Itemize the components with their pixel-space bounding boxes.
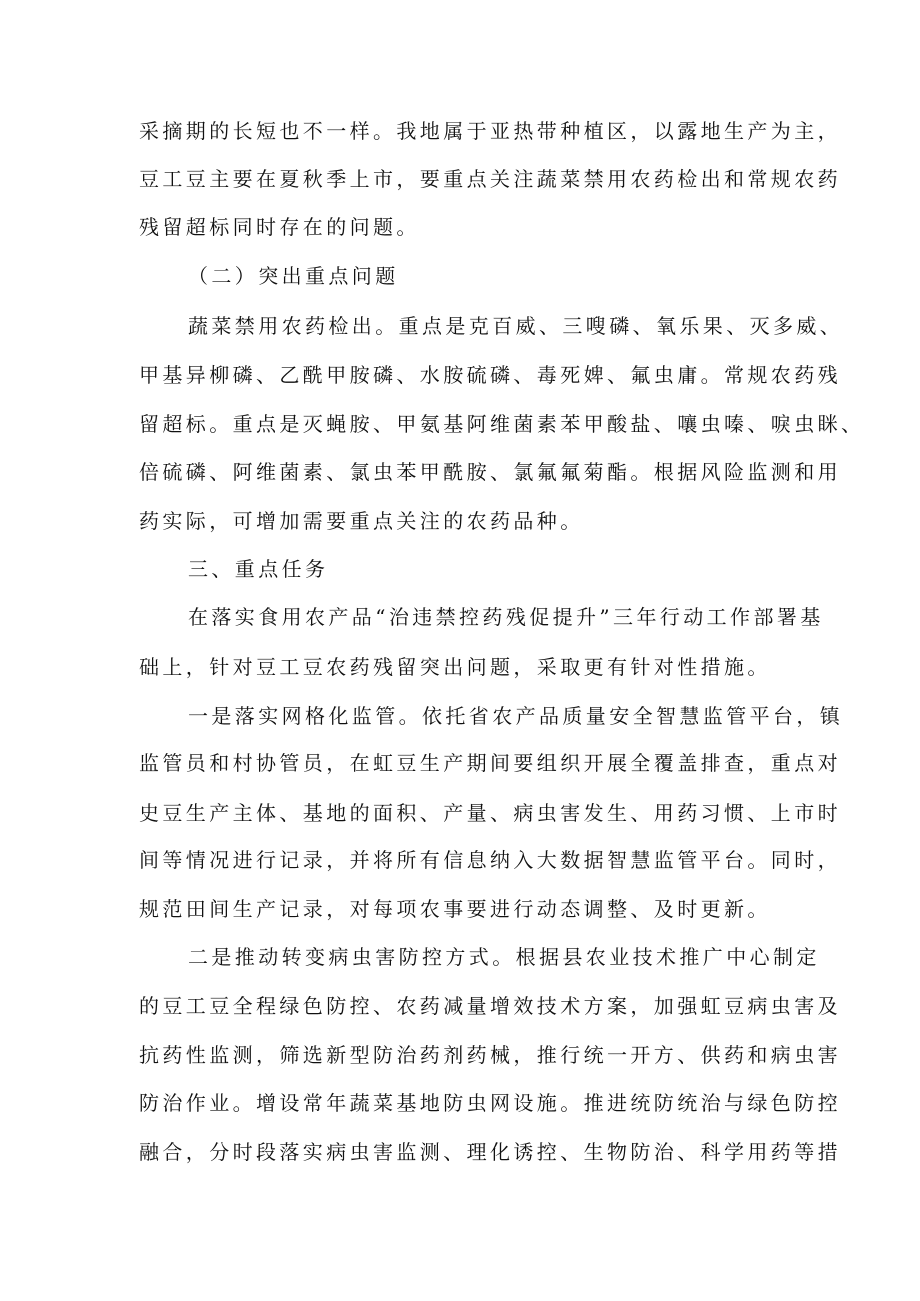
body-text-line: 甲基异柳磷、乙酰甲胺磷、水胺硫磷、毒死婢、氟虫庸。常规农药残 <box>139 363 841 387</box>
body-text-line: 一是落实网格化监管。依托省农产品质量安全智慧监管平台，镇 <box>188 704 844 728</box>
body-text-line: 抗药性监测，筛选新型防治药剂药械，推行统一开方、供药和病虫害 <box>139 1043 841 1067</box>
body-text-line: 残留超标同时存在的问题。 <box>139 215 420 239</box>
body-text-line: 融合，分时段落实病虫害监测、理化诱控、生物防治、科学用药等措 <box>139 1140 841 1164</box>
body-text-line: 监管员和村协管员，在虹豆生产期间要组织开展全覆盖排查，重点对 <box>139 751 841 775</box>
body-text-line: 蔬菜禁用农药检出。重点是克百威、三嗖磷、氧乐果、灭多威、 <box>188 314 844 338</box>
body-text-line: 药实际，可增加需要重点关注的农药品种。 <box>139 509 584 533</box>
body-text-line: 间等情况进行记录，并将所有信息纳入大数据智慧监管平台。同时， <box>139 848 841 872</box>
body-text-line: 留超标。重点是灭蝇胺、甲氨基阿维菌素苯甲酸盐、嚷虫嗪、唳虫眯、 <box>139 412 865 436</box>
body-text-line: 在落实食用农产品“治违禁控药残促提升”三年行动工作部署基 <box>188 605 824 629</box>
body-text-line: 防治作业。增设常年蔬菜基地防虫网设施。推进统防统治与绿色防控 <box>139 1091 841 1115</box>
body-text-line: 史豆生产主体、基地的面积、产量、病虫害发生、用药习惯、上市时 <box>139 801 841 825</box>
body-text-line: 二是推动转变病虫害防控方式。根据县农业技术推广中心制定 <box>188 945 820 969</box>
body-text-line: 采摘期的长短也不一样。我地属于亚热带种植区，以露地生产为主， <box>139 119 841 143</box>
body-text-line: 的豆工豆全程绿色防控、农药减量增效技术方案，加强虹豆病虫害及 <box>139 994 841 1018</box>
body-text-line: 倍硫磷、阿维菌素、氯虫苯甲酰胺、氯氟氟菊酯。根据风险监测和用 <box>139 460 841 484</box>
section-heading: 三、重点任务 <box>188 557 329 581</box>
body-text-line: 规范田间生产记录，对每项农事要进行动态调整、及时更新。 <box>139 897 771 921</box>
body-text-line: 础上，针对豆工豆农药残留突出问题，采取更有针对性措施。 <box>139 655 771 679</box>
section-heading: （二）突出重点问题 <box>188 264 399 288</box>
body-text-line: 豆工豆主要在夏秋季上市，要重点关注蔬菜禁用农药检出和常规农药 <box>139 167 841 191</box>
